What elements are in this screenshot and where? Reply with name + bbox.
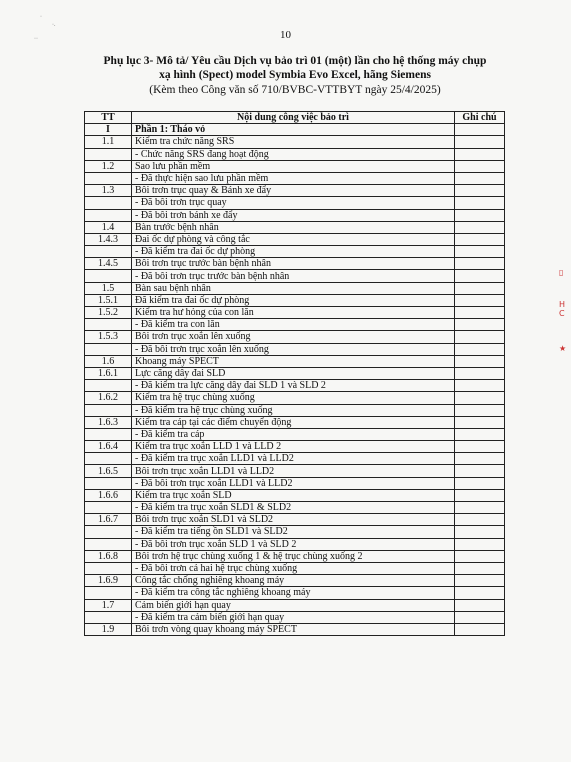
row-tt: 1.6 (85, 355, 132, 367)
row-note (455, 270, 505, 282)
row-tt: 1.6.4 (85, 441, 132, 453)
row-content: Kiểm tra trục xoắn SLD (132, 489, 455, 501)
row-content: - Đã kiểm tra trục xoắn SLD1 & SLD2 (132, 502, 455, 514)
margin-stamp-fragment: ★ (559, 344, 567, 353)
table-row (85, 441, 505, 453)
row-content: Kiểm tra cáp tại các điểm chuyển động (132, 416, 455, 428)
row-content: - Đã bôi trơn cả hai hệ trục chùng xuống (132, 562, 455, 574)
row-tt (85, 404, 132, 416)
row-tt (85, 526, 132, 538)
table-row (85, 587, 505, 599)
table-row (85, 526, 505, 538)
scan-speck: ·. (52, 22, 56, 28)
row-note (455, 575, 505, 587)
row-content: - Đã kiểm tra công tắc nghiêng khoang máy (132, 587, 455, 599)
table-row (85, 355, 505, 367)
row-content: - Đã bôi trơn trục quay (132, 197, 455, 209)
row-note (455, 319, 505, 331)
table-header-row (85, 112, 505, 124)
row-content: - Đã thực hiện sao lưu phần mềm (132, 172, 455, 184)
row-note (455, 526, 505, 538)
row-content: - Đã kiểm tra cáp (132, 428, 455, 440)
row-content: - Chức năng SRS đang hoạt động (132, 148, 455, 160)
row-tt: 1.6.6 (85, 489, 132, 501)
row-content: Công tắc chống nghiêng khoang máy (132, 575, 455, 587)
row-note (455, 294, 505, 306)
table-row (85, 538, 505, 550)
row-content: Cảm biến giới hạn quay (132, 599, 455, 611)
table-row (85, 380, 505, 392)
row-content: - Đã bôi trơn trục trước bàn bệnh nhân (132, 270, 455, 282)
row-content: Bàn sau bệnh nhân (132, 282, 455, 294)
row-content: Bôi trơn trục xoắn lên xuống (132, 331, 455, 343)
row-tt: 1.6.8 (85, 550, 132, 562)
row-tt: 1.9 (85, 623, 132, 635)
row-note (455, 453, 505, 465)
row-content: - Đã kiểm tra tiếng ồn SLD1 và SLD2 (132, 526, 455, 538)
table-row (85, 428, 505, 440)
row-note (455, 355, 505, 367)
row-content: Lực căng dây đai SLD (132, 367, 455, 379)
table-row (85, 209, 505, 221)
row-tt (85, 538, 132, 550)
table-row (85, 319, 505, 331)
row-note (455, 550, 505, 562)
table-row (85, 465, 505, 477)
table-row (85, 258, 505, 270)
row-content: - Đã bôi trơn bánh xe đẩy (132, 209, 455, 221)
row-content: Đai ốc dự phòng và công tắc (132, 233, 455, 245)
header-content: Nội dung công việc bảo trì (132, 112, 455, 124)
scan-speck: · (40, 14, 42, 20)
row-note (455, 611, 505, 623)
row-content: - Đã kiểm tra cảm biến giới hạn quay (132, 611, 455, 623)
row-tt (85, 428, 132, 440)
row-note (455, 185, 505, 197)
row-tt: 1.6.5 (85, 465, 132, 477)
table-row (85, 331, 505, 343)
row-note (455, 258, 505, 270)
row-content: Bôi trơn trục trước bàn bệnh nhân (132, 258, 455, 270)
table-row (85, 282, 505, 294)
table-row (85, 416, 505, 428)
row-content: Sao lưu phần mềm (132, 160, 455, 172)
row-tt (85, 148, 132, 160)
row-tt (85, 270, 132, 282)
table-row (85, 294, 505, 306)
row-tt (85, 477, 132, 489)
maintenance-table (84, 111, 505, 636)
table-row (85, 343, 505, 355)
table-row (85, 270, 505, 282)
row-note (455, 489, 505, 501)
row-content: - Đã bôi trơn trục xoắn LLD1 và LLD2 (132, 477, 455, 489)
title-line-2: xạ hình (Spect) model Symbia Evo Excel, hãng Siemens (159, 69, 431, 81)
row-note (455, 124, 505, 136)
row-note (455, 562, 505, 574)
row-tt (85, 562, 132, 574)
table-row (85, 489, 505, 501)
row-tt (85, 380, 132, 392)
row-note (455, 343, 505, 355)
row-content: Phần 1: Tháo vỏ (132, 124, 455, 136)
row-content: - Đã kiểm tra trục xoắn LLD1 và LLD2 (132, 453, 455, 465)
row-note (455, 136, 505, 148)
row-note (455, 172, 505, 184)
row-note (455, 428, 505, 440)
header-note: Ghi chú (455, 112, 505, 124)
row-note (455, 221, 505, 233)
row-content: Bôi trơn vòng quay khoang máy SPECT (132, 623, 455, 635)
row-note (455, 307, 505, 319)
row-content: Khoang máy SPECT (132, 355, 455, 367)
page-number: 10 (280, 29, 291, 41)
row-note (455, 599, 505, 611)
table-row (85, 477, 505, 489)
row-tt (85, 343, 132, 355)
row-tt: 1.3 (85, 185, 132, 197)
margin-stamp-fragment: H C (559, 300, 566, 318)
row-tt (85, 319, 132, 331)
row-note (455, 380, 505, 392)
table-row (85, 550, 505, 562)
table-row (85, 392, 505, 404)
row-tt: 1.5.2 (85, 307, 132, 319)
row-note (455, 246, 505, 258)
row-content: - Đã kiểm tra con lăn (132, 319, 455, 331)
row-tt: 1.5 (85, 282, 132, 294)
table-row (85, 453, 505, 465)
row-note (455, 233, 505, 245)
row-note (455, 282, 505, 294)
row-tt (85, 453, 132, 465)
row-content: Kiểm tra hư hỏng của con lăn (132, 307, 455, 319)
row-note (455, 392, 505, 404)
row-note (455, 160, 505, 172)
row-note (455, 538, 505, 550)
row-content: Kiểm tra trục xoắn LLD 1 và LLD 2 (132, 441, 455, 453)
row-tt: 1.6.2 (85, 392, 132, 404)
row-note (455, 477, 505, 489)
table-row (85, 502, 505, 514)
row-note (455, 502, 505, 514)
row-content: Bôi trơn trục quay & Bánh xe đẩy (132, 185, 455, 197)
row-note (455, 367, 505, 379)
header-tt: TT (85, 112, 132, 124)
row-content: Bôi trơn trục xoắn LLD1 và LLD2 (132, 465, 455, 477)
row-content: Đã kiểm tra đai ốc dự phòng (132, 294, 455, 306)
row-tt (85, 611, 132, 623)
row-tt: 1.4.3 (85, 233, 132, 245)
row-tt: I (85, 124, 132, 136)
table-row (85, 172, 505, 184)
table-row (85, 575, 505, 587)
row-tt: 1.6.9 (85, 575, 132, 587)
row-note (455, 441, 505, 453)
row-note (455, 465, 505, 477)
table-row (85, 307, 505, 319)
row-note (455, 587, 505, 599)
row-content: Kiểm tra chức năng SRS (132, 136, 455, 148)
row-tt: 1.2 (85, 160, 132, 172)
row-tt: 1.4 (85, 221, 132, 233)
row-note (455, 197, 505, 209)
row-content: - Đã kiểm tra hệ trục chùng xuống (132, 404, 455, 416)
row-note (455, 331, 505, 343)
row-content: - Đã bôi trơn trục xoắn lên xuống (132, 343, 455, 355)
table-row (85, 623, 505, 635)
row-tt (85, 172, 132, 184)
row-content: Kiểm tra hệ trục chùng xuống (132, 392, 455, 404)
table-row (85, 367, 505, 379)
margin-stamp-fragment: ▯ (559, 268, 564, 277)
row-note (455, 209, 505, 221)
table-row (85, 160, 505, 172)
table-body (85, 124, 505, 636)
row-tt: 1.6.7 (85, 514, 132, 526)
table-row (85, 197, 505, 209)
document-subtitle: (Kèm theo Công văn số 710/BVBC-VTTBYT ngày 25/4/2025) (149, 84, 441, 96)
row-tt (85, 502, 132, 514)
row-note (455, 623, 505, 635)
row-content: Bôi trơn trục xoắn SLD1 và SLD2 (132, 514, 455, 526)
table-row (85, 185, 505, 197)
table-row (85, 404, 505, 416)
row-tt: 1.1 (85, 136, 132, 148)
table-row (85, 599, 505, 611)
table-row (85, 514, 505, 526)
row-content: - Đã bôi trơn trục xoắn SLD 1 và SLD 2 (132, 538, 455, 550)
table-row (85, 124, 505, 136)
row-tt (85, 209, 132, 221)
row-tt: 1.6.1 (85, 367, 132, 379)
row-note (455, 514, 505, 526)
table-row (85, 246, 505, 258)
row-tt (85, 246, 132, 258)
row-tt: 1.5.1 (85, 294, 132, 306)
table-row (85, 136, 505, 148)
row-tt: 1.4.5 (85, 258, 132, 270)
row-content: Bôi trơn hệ trục chùng xuống 1 & hệ trục chùng xuống 2 (132, 550, 455, 562)
table-row (85, 562, 505, 574)
row-note (455, 416, 505, 428)
row-tt (85, 587, 132, 599)
row-tt: 1.7 (85, 599, 132, 611)
row-tt: 1.5.3 (85, 331, 132, 343)
row-content: Bàn trước bệnh nhân (132, 221, 455, 233)
row-note (455, 148, 505, 160)
table-row (85, 233, 505, 245)
row-content: - Đã kiểm tra lực căng dây đai SLD 1 và SLD 2 (132, 380, 455, 392)
title-line-1: Phụ lục 3- Mô tả/ Yêu cầu Dịch vụ bảo trì 01 (một) lần cho hệ thống máy chụp (103, 55, 487, 67)
table-row (85, 611, 505, 623)
table-row (85, 221, 505, 233)
table-row (85, 148, 505, 160)
row-tt: 1.6.3 (85, 416, 132, 428)
row-content: - Đã kiểm tra đai ốc dự phòng (132, 246, 455, 258)
document-title (60, 54, 530, 82)
row-note (455, 404, 505, 416)
row-tt (85, 197, 132, 209)
scan-speck: ·· (34, 36, 38, 42)
